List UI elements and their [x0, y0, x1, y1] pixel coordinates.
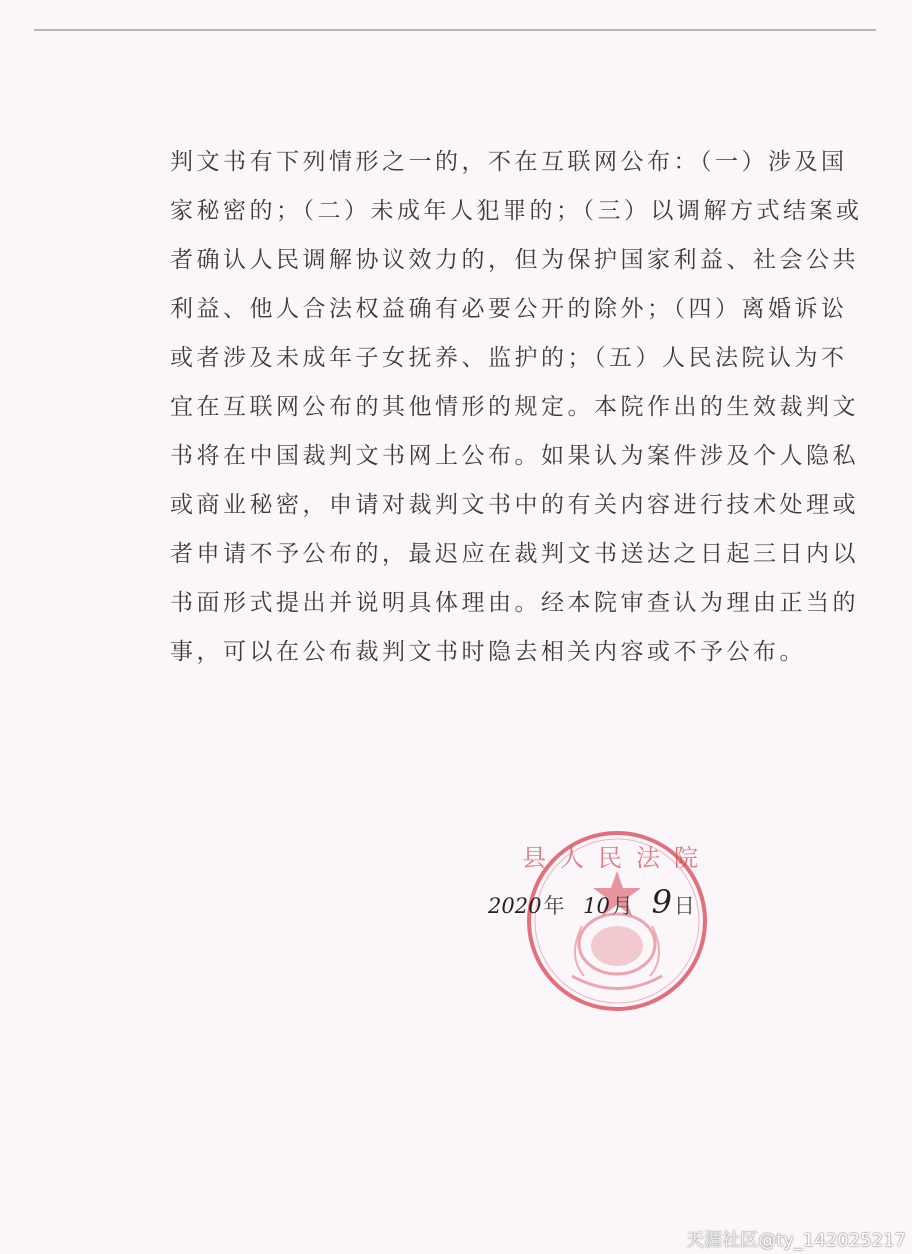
date-year-unit: 年 [543, 894, 565, 918]
document-date [488, 883, 707, 921]
seal-graphic [522, 826, 712, 1016]
date-day-unit: 日 [673, 894, 695, 918]
document-body [170, 138, 863, 677]
body-line: 利益、他人合法权益确有必要公开的除外；（四）离婚诉讼 [170, 296, 848, 322]
date-day: 9 [651, 883, 672, 921]
body-line: 者申请不予公布的，最迟应在裁判文书送达之日起三日内以 [170, 541, 859, 567]
body-line: 或商业秘密，申请对裁判文书中的有关内容进行技术处理或 [170, 492, 859, 518]
date-month: 10 [583, 894, 610, 918]
body-line: 书将在中国裁判文书网上公布。如果认为案件涉及个人隐私 [170, 443, 859, 469]
date-year: 2020 [488, 894, 542, 918]
body-line: 判文书有下列情形之一的，不在互联网公布：（一）涉及国 [170, 149, 848, 175]
date-month-unit: 月 [611, 894, 633, 918]
top-rule [34, 29, 876, 31]
body-line: 者确认人民调解协议效力的，但为保护国家利益、社会公共 [170, 247, 859, 273]
watermark: 天涯社区@ty_142025217 [686, 1230, 906, 1251]
body-line: 书面形式提出并说明具体理由。经本院审查认为理由正当的 [170, 590, 859, 616]
seal-text: 县人民法院 [522, 844, 712, 872]
body-line: 或者涉及未成年子女抚养、监护的；（五）人民法院认为不 [170, 345, 848, 371]
body-line: 宜在互联网公布的其他情形的规定。本院作出的生效裁判文 [170, 394, 859, 420]
body-line: 家秘密的；（二）未成年人犯罪的；（三）以调解方式结案或 [170, 198, 863, 224]
court-seal [522, 826, 712, 1016]
body-line: 事，可以在公布裁判文书时隐去相关内容或不予公布。 [170, 639, 806, 665]
